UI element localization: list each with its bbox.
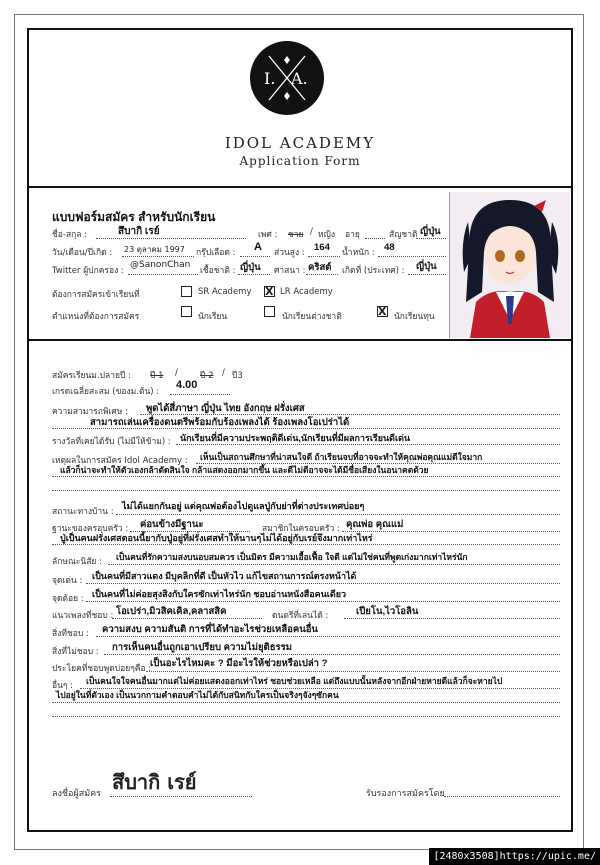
year-1-option[interactable]: ปี 1 xyxy=(150,371,164,381)
nationality-field[interactable]: ญี่ปุ่น xyxy=(420,226,441,237)
traits-label: ลักษณะนิสัย : xyxy=(52,557,102,567)
academy-logo xyxy=(249,40,325,116)
birthplace-line xyxy=(408,274,446,275)
academy-title: IDOL ACADEMY xyxy=(224,134,376,152)
skills-field[interactable]: พูดได้สี่ภาษา ญี่ปุ่น ไทย อังกฤษ ฝรั่งเศส xyxy=(146,403,305,414)
genre-label: แนวเพลงที่ชอบ : xyxy=(52,611,114,621)
age-line xyxy=(365,238,385,239)
race-label: เชื้อชาติ : xyxy=(200,266,236,276)
genre-field[interactable]: โอเปร่า,มิวสิคเคิล,คลาสสิค xyxy=(116,606,227,617)
height-field[interactable]: 164 xyxy=(314,242,330,253)
upload-watermark: [2480x3508]https://upic.me/ xyxy=(429,848,600,865)
slash-sep: / xyxy=(175,368,178,378)
traits-field[interactable]: เป็นคนที่รักความสงบนอบสมควร เป็นมิตร มีความเอื้อเฟื้อ ใจดี แต่ไม่ใช่คนที่พูดเก่งมากเท่าไหร่นัก xyxy=(116,552,468,562)
home-label: สถานะทางบ้าน : xyxy=(52,507,114,517)
gender-label: เพศ : xyxy=(258,230,278,240)
position-label: ตำแหน่งที่ต้องการสมัคร xyxy=(52,312,140,322)
pos-scholar-mark: X xyxy=(378,305,387,318)
strength-label: จุดเด่น : xyxy=(52,576,83,586)
award-label: รางวัลที่เคยได้รับ (ไม่มีให้ข้าม) : xyxy=(52,437,171,447)
pos-student-label: นักเรียน xyxy=(198,312,228,322)
weight-field[interactable]: 48 xyxy=(384,242,395,253)
religion-field[interactable]: คริสต์ xyxy=(308,262,332,273)
family-field-2[interactable]: ปู่เป็นคนฝรั่งเศสตอนนี้ยากับปู่อยู่ที่ฝรั่งเศสทำให้นานๆไม่ได้อยู่กับเรย์จึงมากเท่าไหร่ xyxy=(60,533,373,543)
header-divider xyxy=(27,186,573,188)
other-field[interactable]: เป็นคนใจใจคนอื่นมากแต่ไม่ค่อยแสดงออกเท่าไหร่ ชอบช่วยเหลือ แต่ถึงแบบนั้นหลังจากอีกฝ่ายหายดีแล้วก็จะหายไป xyxy=(86,676,503,686)
blood-line xyxy=(240,256,270,257)
dob-label: วัน/เดือน/ปีเกิด : xyxy=(52,248,113,258)
form-subtitle: Application Form xyxy=(239,154,361,168)
section-divider xyxy=(27,339,573,341)
instrument-label: ดนตรีที่เล่นได้ : xyxy=(272,611,329,621)
nationality-label: สัญชาติ xyxy=(389,230,418,240)
reason-field-2[interactable]: แล้วก็น่าจะทำให้ตัวเองกล้าตัดสินใจ กล้าแสดงออกมากขึ้น และดีไม่ดีอาจจะได้มีชื่อเสียงในอนาคตด้วย xyxy=(60,465,429,475)
applicant-signature-label: ลงชื่อผู้สมัคร xyxy=(52,789,101,799)
wealth-field[interactable]: ค่อนข้างมีฐานะ xyxy=(140,519,204,530)
strength-line xyxy=(86,583,560,584)
dob-line xyxy=(122,256,194,257)
age-label: อายุ xyxy=(345,230,360,240)
weakness-line xyxy=(86,601,560,602)
gender-female-option[interactable]: หญิง xyxy=(318,230,335,240)
other-line3 xyxy=(52,716,560,717)
blood-label: กรุ๊ปเลือด : xyxy=(196,248,236,258)
twitter-field[interactable]: @SanonChan xyxy=(130,260,191,270)
dream-label: ประโยคที่ชอบพูดบ่อยๆคือ : xyxy=(52,664,152,674)
home-line xyxy=(116,514,560,515)
other-field-2[interactable]: ไปอยู่ในที่ตัวเอง เป็นนวกกามคำตอบคำไม่ได้กับสนิทกับใครเป็นจริงๆจังๆซักคน xyxy=(56,690,339,700)
apply-sr-label: SR Academy xyxy=(198,287,252,297)
pos-foreign-label: นักเรียนต่างชาติ xyxy=(282,312,342,322)
instrument-field[interactable]: เปียโน,ไวโอลิน xyxy=(356,606,419,617)
dislikes-label: สิ่งที่ไม่ชอบ : xyxy=(52,647,99,657)
likes-label: สิ่งที่ชอบ : xyxy=(52,629,89,639)
twitter-line xyxy=(128,274,198,275)
logo-letter-left: I. xyxy=(264,69,276,88)
weakness-label: จุดด้อย : xyxy=(52,594,84,604)
weight-label: น้ำหนัก : xyxy=(342,248,375,258)
year-3-option[interactable]: ปี3 xyxy=(232,371,243,381)
home-field[interactable]: ไม่ได้แยกกันอยู่ แต่คุณพ่อต้องไปดูแลปู่กับย่าที่ต่างประเทศบ่อยๆ xyxy=(122,501,365,511)
name-label: ชื่อ-สกุล : xyxy=(52,230,88,240)
year-label: สมัครเรียนม.ปลายปี : xyxy=(52,371,131,381)
height-label: ส่วนสูง : xyxy=(274,248,305,258)
reason-line3 xyxy=(52,490,560,491)
approver-label: รับรองการสมัครโดย xyxy=(366,789,445,799)
dream-field[interactable]: เป็นอะไรไหมคะ ? มีอะไรให้ช่วยหรือเปล่า ? xyxy=(150,658,328,669)
weight-line xyxy=(378,256,446,257)
award-field[interactable]: นักเรียนที่มีความประพฤติดีเด่น,นักเรียนที่มีผลการเรียนดีเด่น xyxy=(180,433,411,443)
birthplace-label: เกิดที่ (ประเทศ) : xyxy=(342,266,405,276)
gpa-field[interactable]: 4.00 xyxy=(176,379,198,391)
gpa-line xyxy=(170,394,230,395)
gpa-label: เกรดเฉลี่ยสะสม (ของม.ต้น) : xyxy=(52,387,160,397)
birthplace-field[interactable]: ญี่ปุ่น xyxy=(416,261,437,272)
skills-label: ความสามารถพิเศษ : xyxy=(52,407,128,417)
other-line2 xyxy=(52,702,560,703)
reason-field[interactable]: เห็นเป็นสถานศึกษาที่น่าสนใจดี ถ้าเรียนจบที่อาจจะทำให้คุณพ่อคุณแม่ดีใจมาก xyxy=(200,452,483,462)
skills-field-2[interactable]: สามารถเล่นเครื่องดนตรีพร้อมกับร้องเพลงได้ ร้องเพลงโอเปร่าได้ xyxy=(90,417,350,428)
gender-male-option[interactable]: ชาย xyxy=(288,230,304,240)
form-heading: แบบฟอร์มสมัคร สำหรับนักเรียน xyxy=(52,210,216,224)
applicant-photo xyxy=(449,192,570,338)
slash-sep: / xyxy=(222,368,225,378)
approver-line xyxy=(444,796,560,797)
family-label: สมาชิกในครอบครัว : xyxy=(262,524,340,534)
other-label: อื่นๆ : xyxy=(52,681,74,691)
dob-field[interactable]: 23 ตุลาคม 1997 xyxy=(124,245,185,254)
pos-student-checkbox[interactable] xyxy=(181,306,192,317)
year-2-option[interactable]: ปี 2 xyxy=(200,371,214,381)
race-field[interactable]: ญี่ปุ่น xyxy=(240,262,261,273)
apply-lr-mark: X xyxy=(265,285,274,298)
apply-sr-checkbox[interactable] xyxy=(181,286,192,297)
likes-field[interactable]: ความสงบ ความสันติ การที่ได้ทำอะไรช่วยเหลือคนอื่น xyxy=(102,624,318,635)
pos-scholar-label: นักเรียนทุน xyxy=(394,312,435,322)
strength-field[interactable]: เป็นคนที่มีสาวแดง มีบุคลิกที่ดี เป็นหัวไว แก้ไขสถานการณ์ตรงหน้าได้ xyxy=(92,571,357,581)
apply-label: ต้องการสมัครเข้าเรียนที่ xyxy=(52,290,140,300)
logo-letter-right: A. xyxy=(291,69,308,88)
reason-label: เหตุผลในการสมัคร Idol Academy : xyxy=(52,456,188,466)
traits-line xyxy=(108,564,560,565)
dislikes-field[interactable]: การเห็นคนอื่นถูกเอาเปรียบ ความไม่ยุติธรรม xyxy=(112,642,292,653)
family-field[interactable]: คุณพ่อ คุณแม่ xyxy=(346,519,404,530)
twitter-label: Twitter ผู้ปกครอง : xyxy=(52,266,124,276)
weakness-field[interactable]: เป็นคนที่ไม่ค่อยสุงสิงกับใครซักเท่าไหร่นัก ชอบอ่านหนังสือคนเดียว xyxy=(92,589,347,599)
applicant-signature[interactable]: สึบากิ เรย์ xyxy=(112,770,197,794)
religion-label: ศาสนา : xyxy=(274,266,306,276)
name-field[interactable]: สึบากิ เรย์ xyxy=(118,226,160,237)
wealth-label: ฐานะของครอบครัว : xyxy=(52,524,129,534)
height-line xyxy=(308,256,340,257)
blood-field[interactable]: A xyxy=(254,241,262,253)
apply-lr-label: LR Academy xyxy=(280,287,333,297)
dream-line xyxy=(146,671,560,672)
slash-sep: / xyxy=(310,227,313,237)
pos-foreign-checkbox[interactable] xyxy=(264,306,275,317)
